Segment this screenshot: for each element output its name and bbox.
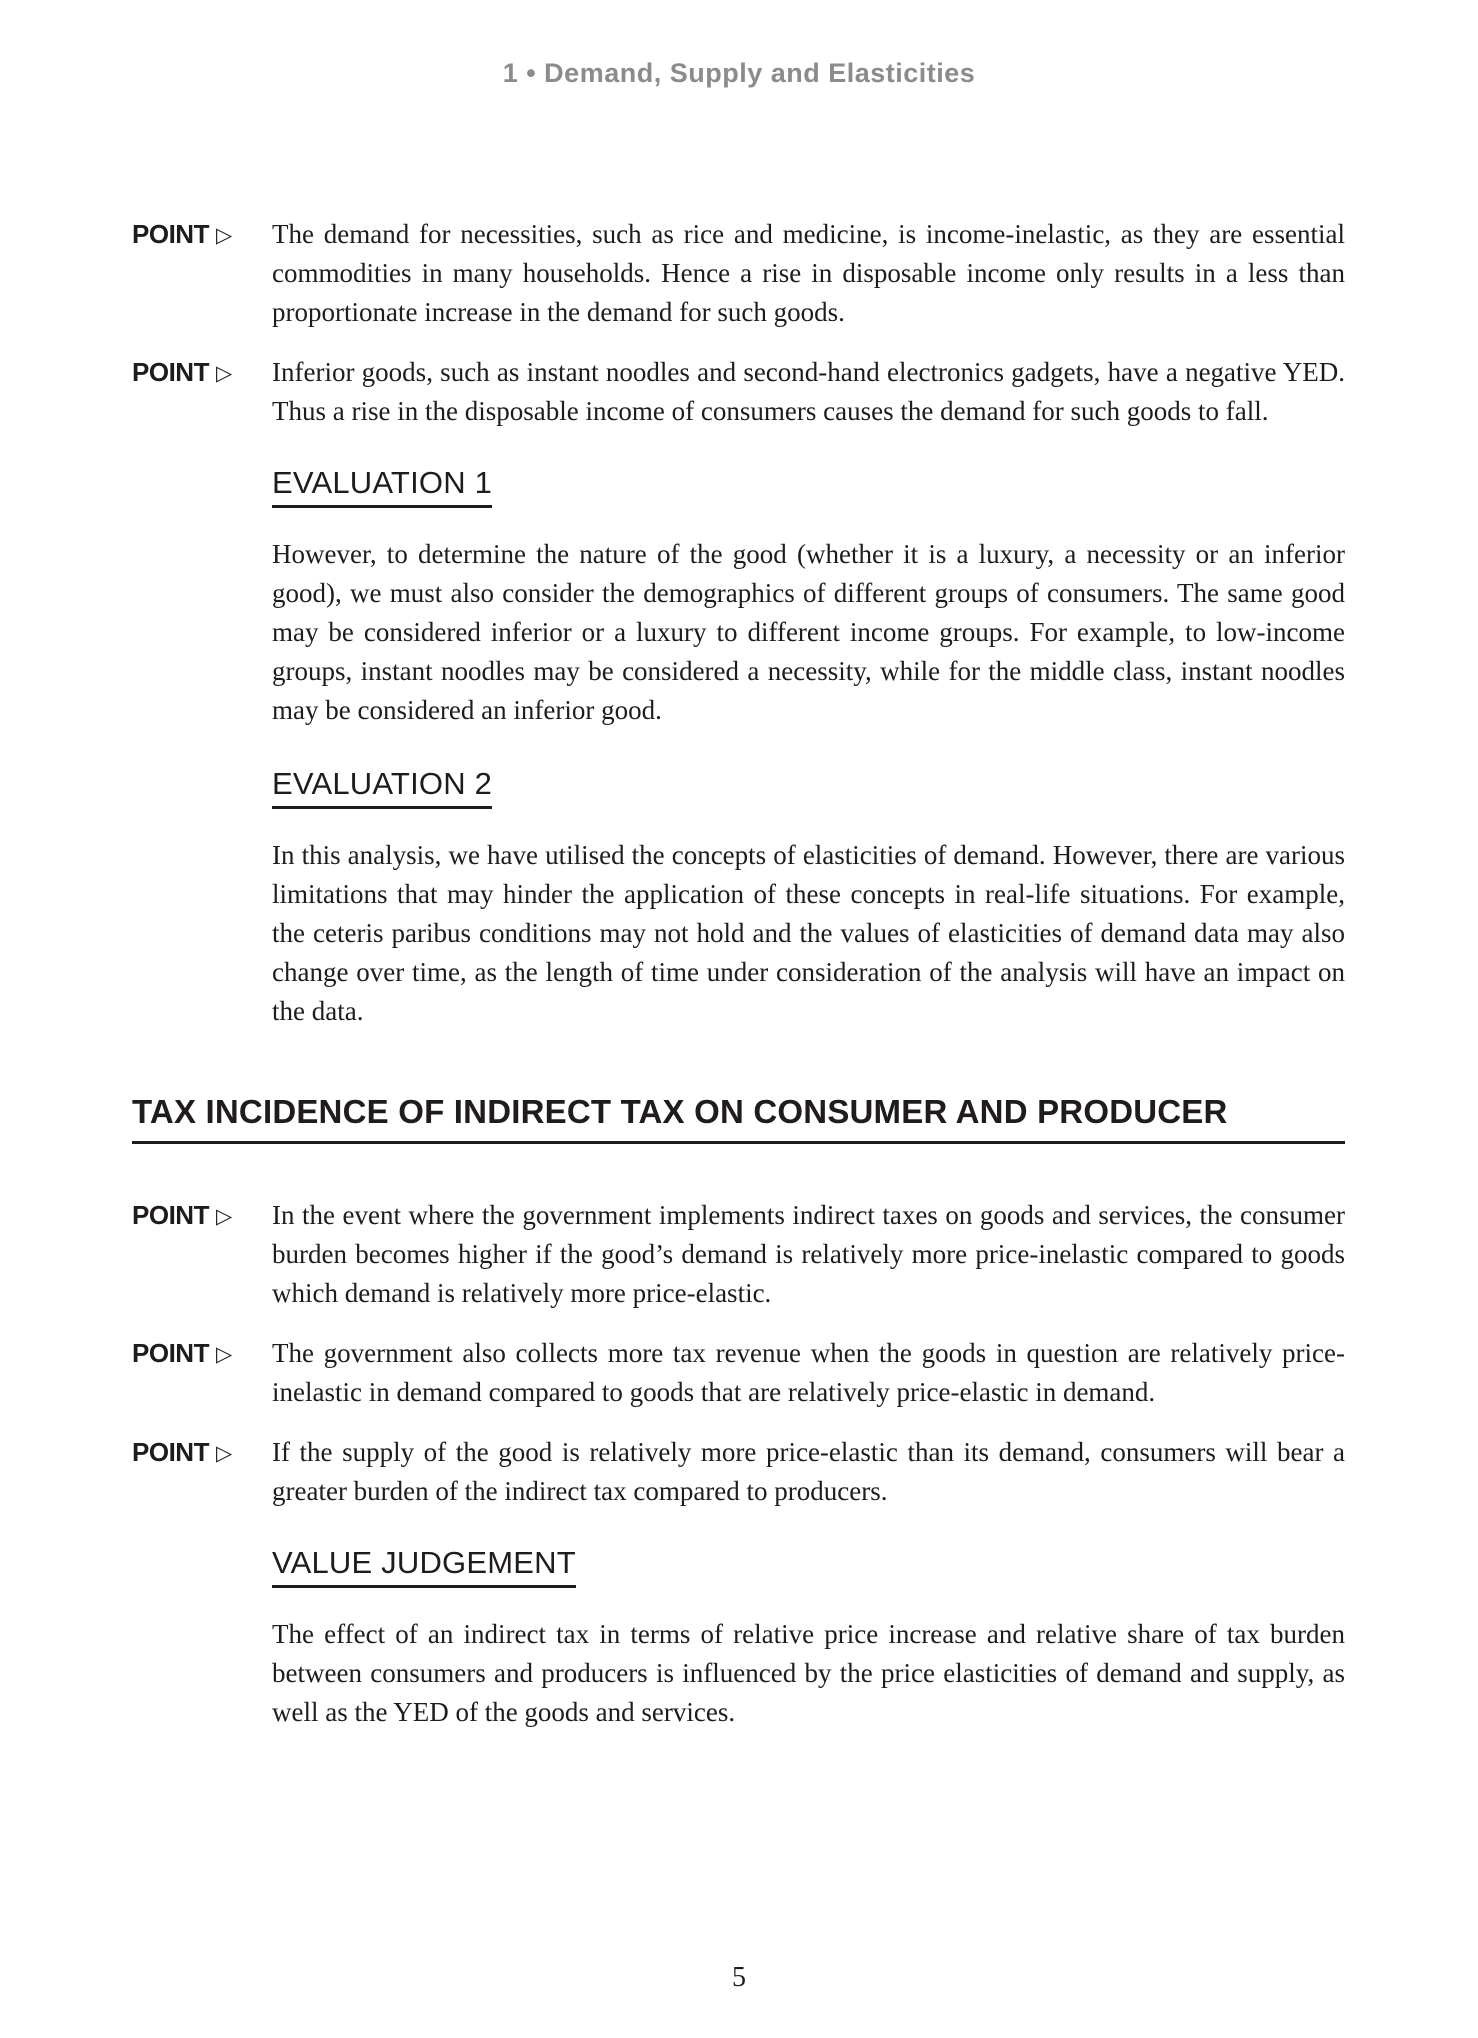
point-label-text: POINT [132, 1200, 209, 1230]
point-label-text: POINT [132, 1437, 209, 1467]
evaluation-2-paragraph: In this analysis, we have utilised the concepts of elasticities of demand. However, there are various limitations that may hinder the application of these concepts in real-life situations. For example, the ceteris paribus conditions may not hold and the values of elasticities of demand data may also change over time, as the length of time under consideration of the analysis will have an impact on the data. [272, 840, 1345, 1026]
evaluation-2-heading-text: EVALUATION 2 [272, 766, 492, 809]
point-block [132, 1196, 1345, 1313]
value-judgement-heading [272, 1545, 1345, 1588]
point-label-text: POINT [132, 1338, 209, 1368]
evaluation-2-heading [272, 766, 1345, 809]
evaluation-1-heading-text: EVALUATION 1 [272, 465, 492, 508]
evaluation-1-paragraph: However, to determine the nature of the good (whether it is a luxury, a necessity or an inferior good), we must also consider the demographics of different groups of consumers. The same good may be considered inferior or a luxury to different income groups. For example, to low-income groups, instant noodles may be considered a necessity, while for the middle class, instant noodles may be considered an inferior good. [272, 539, 1345, 725]
point-label-text: POINT [132, 357, 209, 387]
point-text: Inferior goods, such as instant noodles and second-hand electronics gadgets, have a negative YED. Thus a rise in the disposable income of consumers causes the demand for such goods to fall. [272, 357, 1345, 426]
point-text: The government also collects more tax revenue when the goods in question are relatively price-inelastic in demand compared to goods that are relatively price-elastic in demand. [272, 1338, 1345, 1407]
triangle-right-icon: ▷ [215, 1204, 232, 1228]
point-label [132, 1196, 272, 1231]
triangle-right-icon: ▷ [215, 223, 232, 247]
value-judgement-heading-text: VALUE JUDGEMENT [272, 1545, 576, 1588]
triangle-right-icon: ▷ [215, 1342, 232, 1366]
value-judgement-paragraph: The effect of an indirect tax in terms of relative price increase and relative share of tax burden between consumers and producers is influenced by the price elasticities of demand and supply, as well as the YED of the goods and services. [272, 1619, 1345, 1727]
triangle-right-icon: ▷ [215, 361, 232, 385]
point-text: In the event where the government implements indirect taxes on goods and services, the consumer burden becomes higher if the good’s demand is relatively more price-inelastic compared to goods which demand is relatively more price-elastic. [272, 1200, 1345, 1308]
point-label-text: POINT [132, 219, 209, 249]
section-heading-tax-incidence: TAX INCIDENCE OF INDIRECT TAX ON CONSUMER AND PRODUCER [132, 1093, 1345, 1144]
running-header: 1 • Demand, Supply and Elasticities [502, 58, 976, 88]
value-judgement-section [272, 1545, 1345, 1732]
point-label [132, 215, 272, 250]
point-label [132, 1334, 272, 1369]
evaluation-1-heading [272, 465, 1345, 508]
point-label [132, 1433, 272, 1468]
evaluation-1-section [272, 465, 1345, 730]
triangle-right-icon: ▷ [215, 1441, 232, 1465]
point-block [132, 353, 1345, 431]
page-content [132, 215, 1345, 1768]
page-number: 5 [732, 1962, 746, 1993]
point-block [132, 1334, 1345, 1412]
point-block [132, 1433, 1345, 1511]
point-block [132, 215, 1345, 332]
evaluation-2-section [272, 766, 1345, 1031]
point-text: The demand for necessities, such as rice and medicine, is income-inelastic, as they are essential commodities in many households. Hence a rise in disposable income only results in a less than proportionate increase in the demand for such goods. [272, 219, 1345, 327]
point-label [132, 353, 272, 388]
point-text: If the supply of the good is relatively more price-elastic than its demand, consumers will bear a greater burden of the indirect tax compared to producers. [272, 1437, 1345, 1506]
